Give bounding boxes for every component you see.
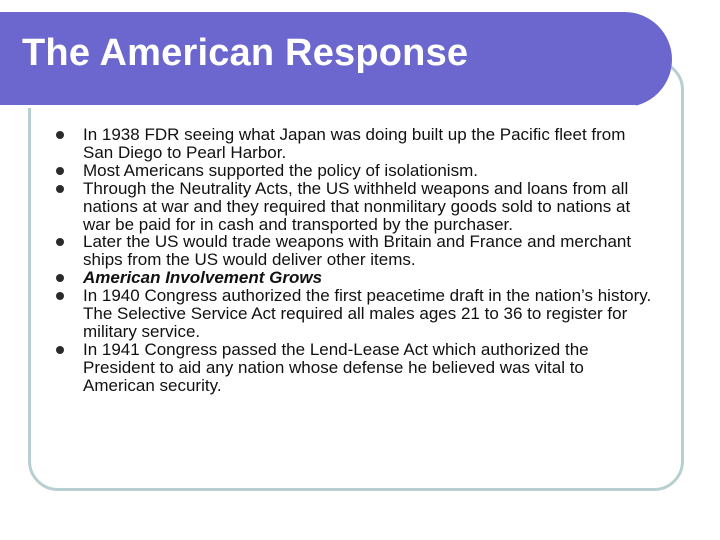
bullet-dot-icon — [56, 292, 64, 300]
bullet-item — [56, 341, 656, 395]
bullet-text: In 1938 FDR seeing what Japan was doing built up the Pacific fleet from San Diego to Pearl Harbor. — [83, 125, 626, 162]
bullet-item — [56, 233, 656, 269]
bullet-list — [56, 126, 656, 395]
bullet-text: In 1941 Congress passed the Lend-Lease Act which authorized the President to aid any nation whose defense he believed was vital to American security. — [83, 339, 589, 395]
bullet-text: Later the US would trade weapons with Britain and France and merchant ships from the US would deliver other items. — [83, 232, 632, 270]
bullet-item — [56, 287, 656, 341]
bullet-dot-icon — [56, 274, 64, 282]
bullet-dot-icon — [56, 346, 64, 354]
bullet-text: American Involvement Grows — [83, 268, 323, 288]
bullet-item — [56, 126, 656, 162]
bullet-item — [56, 162, 656, 180]
slide-title: The American Response — [22, 32, 469, 74]
bullet-text: In 1940 Congress authorized the first peacetime draft in the nation’s history. The Selective Service Act required all males ages 21 to 36 to register for military service. — [83, 286, 652, 341]
bullet-dot-icon — [56, 238, 64, 246]
bullet-dot-icon — [56, 167, 64, 175]
bullet-dot-icon — [56, 185, 64, 193]
bullet-item-heading — [56, 269, 656, 287]
bullet-text: Through the Neutrality Acts, the US withheld weapons and loans from all nations at war and they required that nonmilitary goods sold to nations at war be paid for in cash and transported by the purchaser. — [83, 178, 631, 234]
bullet-dot-icon — [56, 131, 64, 139]
bullet-item — [56, 180, 656, 234]
title-underline — [0, 105, 636, 108]
bullet-text: Most Americans supported the policy of isolationism. — [83, 160, 478, 180]
